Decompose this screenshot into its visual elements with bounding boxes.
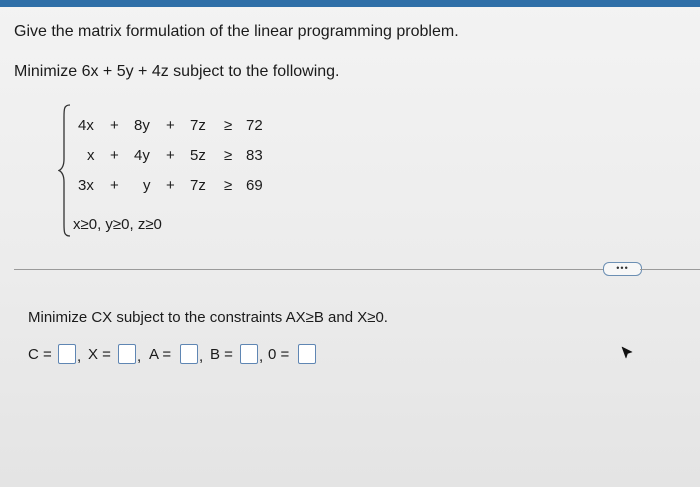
separator: , bbox=[259, 348, 264, 365]
field-label: 0 = bbox=[268, 346, 290, 363]
relation: ≥ bbox=[224, 117, 233, 134]
separator: , bbox=[77, 348, 82, 365]
field-label: C = bbox=[28, 346, 52, 363]
term-2: 8y bbox=[134, 117, 150, 134]
field-label: B = bbox=[210, 346, 233, 363]
top-accent-bar bbox=[0, 0, 700, 7]
term-1: 4x bbox=[78, 117, 94, 134]
answer-prompt: Minimize CX subject to the constraints AX≥B and X≥0. bbox=[28, 309, 388, 326]
problem-title: Give the matrix formulation of the linear programming problem. bbox=[14, 23, 459, 40]
section-divider-right bbox=[640, 269, 700, 270]
field-label: X = bbox=[88, 346, 111, 363]
separator: , bbox=[199, 348, 204, 365]
nonnegativity-constraint: x≥0, y≥0, z≥0 bbox=[73, 216, 162, 233]
x-vector-input[interactable] bbox=[118, 344, 136, 364]
relation: ≥ bbox=[224, 147, 233, 164]
section-divider bbox=[14, 269, 604, 270]
rhs: 83 bbox=[246, 147, 263, 164]
operator: + bbox=[110, 177, 119, 194]
separator: , bbox=[137, 348, 142, 365]
field-label: A = bbox=[149, 346, 172, 363]
c-matrix-input[interactable] bbox=[58, 344, 76, 364]
zero-vector-input[interactable] bbox=[298, 344, 316, 364]
term-2: 4y bbox=[134, 147, 150, 164]
term-3: 5z bbox=[190, 147, 206, 164]
expand-more-button[interactable]: ••• bbox=[603, 262, 642, 276]
relation: ≥ bbox=[224, 177, 233, 194]
b-vector-input[interactable] bbox=[240, 344, 258, 364]
operator: + bbox=[166, 117, 175, 134]
objective-statement: Minimize 6x + 5y + 4z subject to the following. bbox=[14, 63, 340, 80]
a-matrix-input[interactable] bbox=[180, 344, 198, 364]
rhs: 69 bbox=[246, 177, 263, 194]
operator: + bbox=[166, 147, 175, 164]
term-1: x bbox=[87, 147, 95, 164]
term-3: 7z bbox=[190, 117, 206, 134]
operator: + bbox=[110, 147, 119, 164]
term-3: 7z bbox=[190, 177, 206, 194]
term-2: y bbox=[143, 177, 151, 194]
mouse-pointer-icon bbox=[620, 346, 634, 360]
operator: + bbox=[110, 117, 119, 134]
term-1: 3x bbox=[78, 177, 94, 194]
operator: + bbox=[166, 177, 175, 194]
left-brace-icon bbox=[58, 103, 74, 238]
rhs: 72 bbox=[246, 117, 263, 134]
constraint-system bbox=[58, 103, 318, 243]
